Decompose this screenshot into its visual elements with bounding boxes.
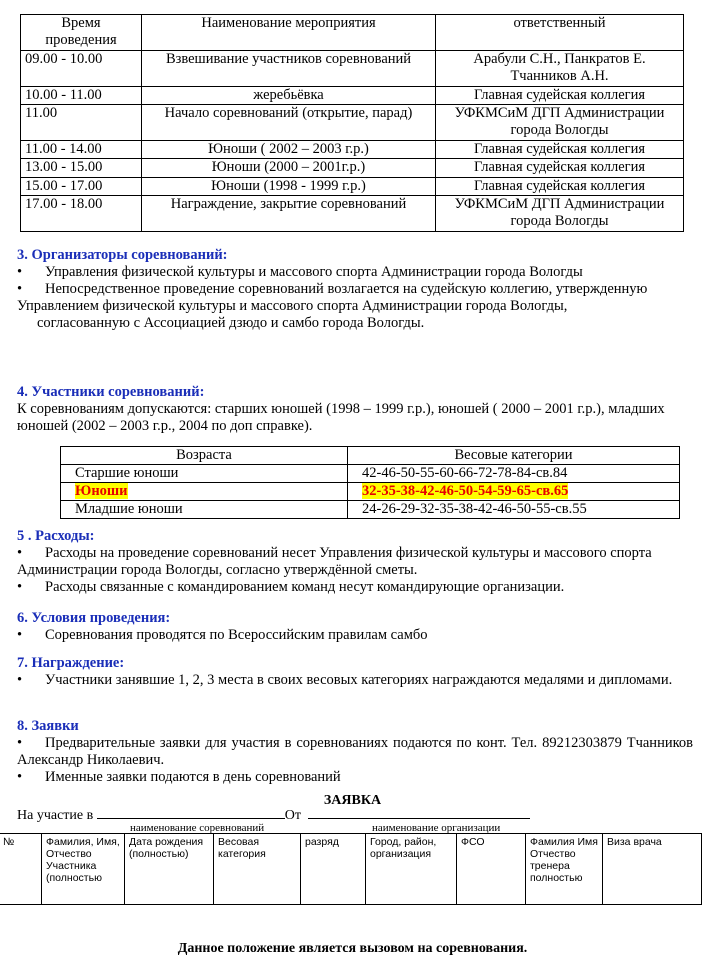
schedule-row [21, 159, 684, 177]
bullet-icon: • [17, 545, 23, 561]
section-participants [17, 384, 693, 435]
section-heading: 4. Участники соревнований: [17, 384, 205, 400]
highlighted-text: Юноши [75, 483, 128, 499]
schedule-responsible: Главная судейская коллегия [436, 86, 684, 104]
paragraph-continuation: согласованную с Ассоциацией дзюдо и самбо города Вологды. [37, 315, 425, 331]
list-item-text: Участники занявшие 1, 2, 3 места в своих весовых категориях награждаются медалями и дипломами. [45, 672, 673, 688]
weight-list [348, 483, 680, 501]
list-item-text: Непосредственное проведение соревнований возлагается на судейскую коллегию, утвержденную Управлением физической культуры и массового спорта Администрации города Вологды, [17, 281, 648, 314]
section-heading: 3. Организаторы соревнований: [17, 247, 228, 263]
participation-label: На участие в [17, 808, 94, 823]
highlighted-text: 32-35-38-42-46-50-54-59-65-св.65 [362, 483, 569, 499]
schedule-time: 15.00 - 17.00 [21, 177, 142, 195]
caption-organization: наименование организации [372, 822, 501, 834]
schedule-event: Взвешивание участников соревнований [142, 50, 436, 86]
registration-form-table [0, 833, 702, 905]
column-doctor-visa: Виза врача [603, 834, 702, 905]
section-expenses [17, 528, 693, 596]
schedule-event: Юноши (1998 - 1999 г.р.) [142, 177, 436, 195]
caption-competition: наименование соревнований [130, 822, 265, 834]
weights-header-age: Возраста [61, 447, 348, 465]
list-item [17, 264, 693, 281]
section-awards [17, 655, 693, 689]
schedule-event: жеребьёвка [142, 86, 436, 104]
form-header-line [17, 806, 697, 824]
section-applications [17, 718, 693, 786]
column-rank: разряд [301, 834, 366, 905]
schedule-header-event: Наименование мероприятия [142, 15, 436, 51]
list-item-text: Именные заявки подаются в день соревнований [45, 769, 341, 785]
schedule-event: Юноши (2000 – 2001г.р.) [142, 159, 436, 177]
list-item-text: Соревнования проводятся по Всероссийским правилам самбо [45, 627, 428, 643]
list-item-text: Расходы на проведение соревнований несет Управления физической культуры и массового спорта Администрации города Вологды, согласно утверждённой сметы. [17, 545, 652, 578]
schedule-responsible: Главная судейская коллегия [436, 177, 684, 195]
section-conditions [17, 610, 693, 644]
list-item [17, 627, 693, 644]
section-heading: 8. Заявки [17, 718, 79, 734]
bullet-icon: • [17, 579, 23, 595]
schedule-row [21, 86, 684, 104]
bullet-icon: • [17, 735, 23, 751]
column-number: № [0, 834, 42, 905]
schedule-header-time: Время проведения [21, 15, 142, 51]
schedule-table [20, 14, 684, 232]
weights-header-row [61, 447, 680, 465]
paragraph: К соревнованиям допускаются: старших юношей (1998 – 1999 г.р.), юношей ( 2000 – 2001 г.р.), младших юношей (2002 – 2003 г.р., 2004 по доп справке). [17, 401, 665, 434]
schedule-row [21, 105, 684, 141]
list-item-text: Предварительные заявки для участия в соревнованиях подаются по конт. Тел. 89212303879 Тчанников Александр Николаевич. [17, 735, 693, 768]
schedule-time: 09.00 - 10.00 [21, 50, 142, 86]
age-group: Старшие юноши [61, 465, 348, 483]
schedule-time: 13.00 - 15.00 [21, 159, 142, 177]
list-item [17, 769, 693, 786]
bullet-icon: • [17, 627, 23, 643]
registration-header-row [0, 834, 702, 905]
schedule-time: 10.00 - 11.00 [21, 86, 142, 104]
age-group: Младшие юноши [61, 501, 348, 519]
column-coach: Фамилия Имя Отчество тренера полностью [526, 834, 603, 905]
schedule-header-responsible: ответственный [436, 15, 684, 51]
table-row [61, 501, 680, 519]
schedule-row [21, 50, 684, 86]
schedule-header-row [21, 15, 684, 51]
schedule-responsible: Главная судейская коллегия [436, 159, 684, 177]
list-item [17, 579, 693, 596]
from-label: От [284, 808, 301, 823]
list-item-text: Расходы связанные с командированием команд несут командирующие организации. [45, 579, 565, 595]
table-row-highlighted [61, 483, 680, 501]
schedule-row [21, 177, 684, 195]
weight-list: 24-26-29-32-35-38-42-46-50-55-св.55 [348, 501, 680, 519]
weight-categories-table [60, 446, 680, 519]
schedule-time: 11.00 [21, 105, 142, 141]
section-organizers [17, 247, 693, 332]
schedule-time: 17.00 - 18.00 [21, 196, 142, 232]
schedule-responsible: УФКМСиМ ДГП Администрации города Вологды [436, 196, 684, 232]
table-row [61, 465, 680, 483]
list-item-text: Управления физической культуры и массового спорта Администрации города Вологды [45, 264, 583, 280]
list-item [17, 735, 693, 769]
form-title: ЗАЯВКА [323, 793, 382, 808]
schedule-responsible: Арабули С.Н., Панкратов Е. Тчанников А.Н. [436, 50, 684, 86]
schedule-responsible: УФКМСиМ ДГП Администрации города Вологды [436, 105, 684, 141]
column-birth-date: Дата рождения (полностью) [125, 834, 214, 905]
list-item [17, 672, 693, 689]
age-group [61, 483, 348, 501]
section-heading: 7. Награждение: [17, 655, 125, 671]
organization-name-field[interactable] [308, 806, 530, 819]
schedule-event: Награждение, закрытие соревнований [142, 196, 436, 232]
schedule-event: Юноши ( 2002 – 2003 г.р.) [142, 140, 436, 158]
bullet-icon: • [17, 769, 23, 785]
column-city: Город, район, организация [366, 834, 457, 905]
column-full-name: Фамилия, Имя, Отчество Участника (полностью [42, 834, 125, 905]
bullet-icon: • [17, 281, 23, 297]
weights-header-categories: Весовые категории [348, 447, 680, 465]
weight-list: 42-46-50-55-60-66-72-78-84-св.84 [348, 465, 680, 483]
section-heading: 5 . Расходы: [17, 528, 95, 544]
schedule-row [21, 196, 684, 232]
column-weight-category: Весовая категория [214, 834, 301, 905]
bullet-icon: • [17, 672, 23, 688]
schedule-event: Начало соревнований (открытие, парад) [142, 105, 436, 141]
schedule-time: 11.00 - 14.00 [21, 140, 142, 158]
section-heading: 6. Условия проведения: [17, 610, 171, 626]
footer-note: Данное положение является вызовом на соревнования. [177, 941, 528, 956]
schedule-row [21, 140, 684, 158]
competition-name-field[interactable] [97, 806, 285, 819]
bullet-icon: • [17, 264, 23, 280]
list-item [17, 545, 693, 579]
list-item [17, 281, 693, 315]
column-fso: ФСО [457, 834, 526, 905]
schedule-responsible: Главная судейская коллегия [436, 140, 684, 158]
